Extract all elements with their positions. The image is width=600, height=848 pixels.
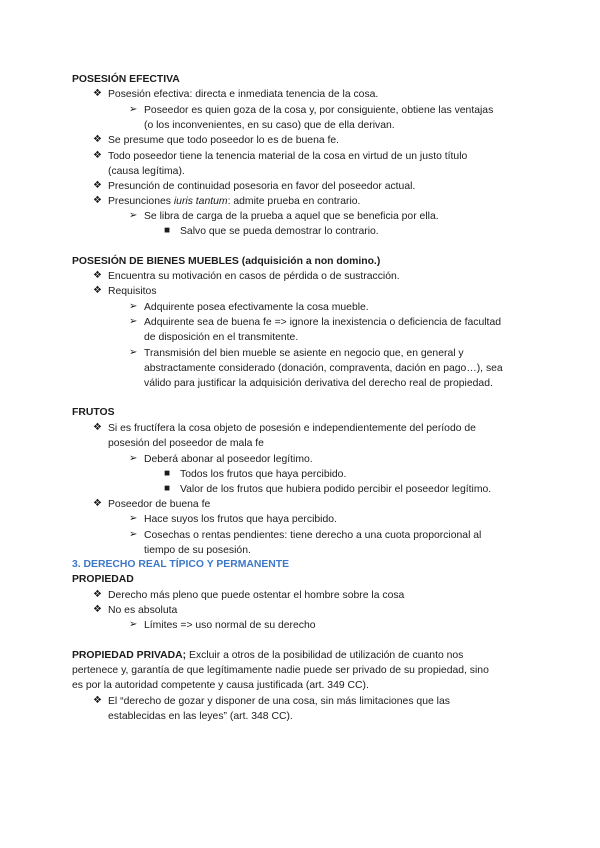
italic-term: iuris tantum [173,196,228,207]
arrow-bullet-icon: ➢ [129,619,138,630]
bullet-text-cont: tiempo de su posesión. [144,545,251,556]
bullet-text: Deberá abonar al poseedor legítimo. [144,454,313,465]
diamond-bullet-icon: ❖ [93,422,102,433]
bullet-text-cont: de disposición en el transmitente. [144,332,299,343]
bullet-text: Todo poseedor tiene la tenencia material de la cosa en virtud de un justo título [108,151,468,162]
bullet-text: Poseedor de buena fe [108,499,211,510]
bullet-text: Límites => uso normal de su derecho [144,620,316,631]
section-heading: POSESIÓN DE BIENES MUEBLES (adquisición a non domino.) [72,256,381,267]
bullet-text-cont: (o los inconvenientes, en su caso) que de ella derivan. [144,120,395,131]
bullet-text: Adquirente posea efectivamente la cosa mueble. [144,302,369,313]
arrow-bullet-icon: ➢ [129,316,138,327]
bullet-text: Adquirente sea de buena fe => ignore la inexistencia o deficiencia de facultad [144,317,501,328]
bullet-text: Se presume que todo poseedor lo es de buena fe. [108,135,340,146]
arrow-bullet-icon: ➢ [129,347,138,358]
diamond-bullet-icon: ❖ [93,195,102,206]
section-heading: FRUTOS [72,407,115,418]
diamond-bullet-icon: ❖ [93,695,102,706]
diamond-bullet-icon: ❖ [93,589,102,600]
section-heading: POSESIÓN EFECTIVA [72,74,180,85]
bullet-text: Valor de los frutos que hubiera podido percibir el poseedor legítimo. [180,484,492,495]
arrow-bullet-icon: ➢ [129,210,138,221]
bullet-text-cont: abstractamente considerado (donación, compraventa, dación en pago…), sea [144,363,503,374]
paragraph-line: es por la autoridad competente y causa justificada (art. 349 CC). [72,680,369,691]
diamond-bullet-icon: ❖ [93,270,102,281]
diamond-bullet-icon: ❖ [93,604,102,615]
bullet-text: Cosechas o rentas pendientes: tiene derecho a una cuota proporcional al [144,530,482,541]
section-title: 3. DERECHO REAL TÍPICO Y PERMANENTE [72,559,290,570]
bullet-text: Posesión efectiva: directa e inmediata tenencia de la cosa. [108,89,379,100]
bullet-text: Poseedor es quien goza de la cosa y, por consiguiente, obtiene las ventajas [144,105,494,116]
bullet-text: El “derecho de gozar y disponer de una cosa, sin más limitaciones que las [108,696,450,707]
arrow-bullet-icon: ➢ [129,513,138,524]
text-run: Excluir a otros de la posibilidad de utilización de cuanto nos [186,650,464,661]
arrow-bullet-icon: ➢ [129,529,138,540]
bullet-text: No es absoluta [108,605,178,616]
bullet-text: Derecho más pleno que puede ostentar el hombre sobre la cosa [108,590,405,601]
diamond-bullet-icon: ❖ [93,134,102,145]
bullet-text: Requisitos [108,286,157,297]
text-run: Presunciones [108,196,174,207]
diamond-bullet-icon: ❖ [93,498,102,509]
square-bullet-icon: ■ [164,225,171,236]
section-heading: PROPIEDAD [72,574,134,585]
diamond-bullet-icon: ❖ [93,150,102,161]
bullet-text-cont: (causa legítima). [108,166,185,177]
bullet-text: Hace suyos los frutos que haya percibido. [144,514,337,525]
bullet-text-cont: establecidas en las leyes” (art. 348 CC). [108,711,293,722]
bullet-text [108,194,360,209]
text-run: : admite prueba en contrario. [227,196,361,207]
bullet-text: Se libra de carga de la prueba a aquel que se beneficia por ella. [144,211,439,222]
square-bullet-icon: ■ [164,468,171,479]
bullet-text-cont: válido para justificar la adquisición derivativa del derecho real de propiedad. [144,378,493,389]
diamond-bullet-icon: ❖ [93,180,102,191]
paragraph-line [72,648,463,663]
bullet-text: Todos los frutos que haya percibido. [180,469,347,480]
bullet-text: Presunción de continuidad posesoria en favor del poseedor actual. [108,181,416,192]
bullet-text: Si es fructífera la cosa objeto de posesión e independientemente del período de [108,423,476,434]
diamond-bullet-icon: ❖ [93,88,102,99]
bullet-text: Salvo que se pueda demostrar lo contrario. [180,226,379,237]
paragraph-line: pertenece y, garantía de que legítimamente nadie puede ser privado de su propiedad, sino [72,665,489,676]
bullet-text: Encuentra su motivación en casos de pérdida o de sustracción. [108,271,400,282]
bold-lead: PROPIEDAD PRIVADA; [72,650,187,661]
square-bullet-icon: ■ [164,483,171,494]
bullet-text: Transmisión del bien mueble se asiente en negocio que, en general y [144,348,464,359]
arrow-bullet-icon: ➢ [129,301,138,312]
arrow-bullet-icon: ➢ [129,104,138,115]
bullet-text-cont: posesión del poseedor de mala fe [108,438,264,449]
arrow-bullet-icon: ➢ [129,453,138,464]
diamond-bullet-icon: ❖ [93,285,102,296]
